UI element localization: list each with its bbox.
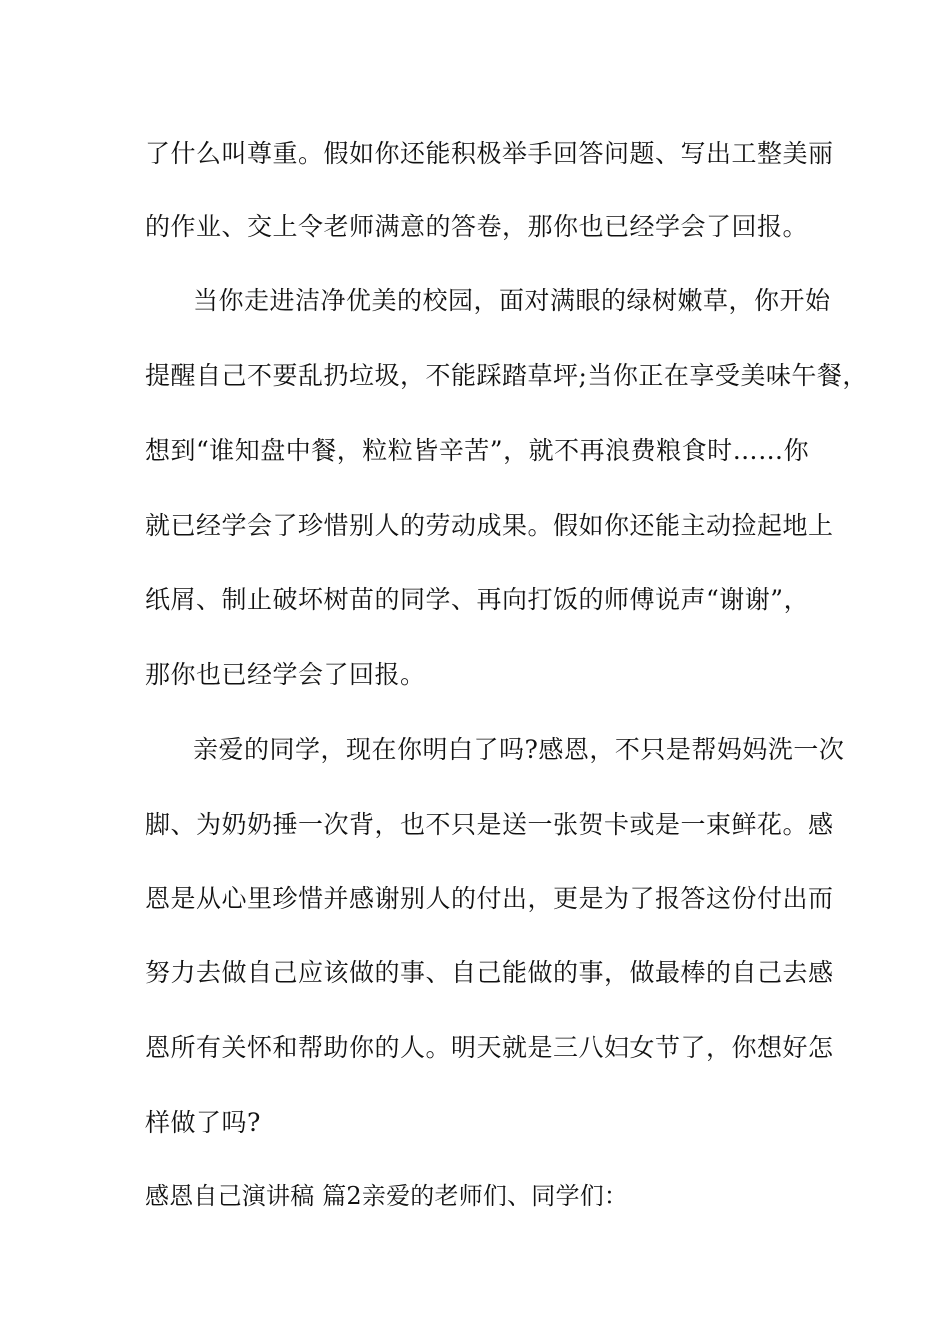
- paragraph-line: 恩所有关怀和帮助你的人。明天就是三八妇女节了，你想好怎: [145, 1033, 834, 1062]
- paragraph-line: 纸屑、制止破坏树苗的同学、再向打饭的师傅说声“谢谢”，: [145, 585, 810, 614]
- paragraph-line: 就已经学会了珍惜别人的劳动成果。假如你还能主动捡起地上: [145, 511, 834, 540]
- paragraph-line: 脚、为奶奶捶一次背，也不只是送一张贺卡或是一束鲜花。感: [145, 810, 834, 839]
- paragraph-line: 样做了吗?: [145, 1108, 261, 1137]
- paragraph-line: 提醒自己不要乱扔垃圾，不能踩踏草坪;当你正在享受美味午餐，: [145, 361, 868, 390]
- section-heading: 感恩自己演讲稿 篇2亲爱的老师们、同学们：: [145, 1182, 629, 1210]
- paragraph-line: 了什么叫尊重。假如你还能积极举手回答问题、写出工整美丽: [145, 139, 834, 168]
- paragraph-line: 那你也已经学会了回报。: [145, 660, 426, 689]
- paragraph-line: 努力去做自己应该做的事、自己能做的事，做最棒的自己去感: [145, 958, 834, 987]
- paragraph-line: 想到“谁知盘中餐，粒粒皆辛苦”，就不再浪费粮食时……你: [145, 436, 810, 465]
- paragraph-line: 恩是从心里珍惜并感谢别人的付出，更是为了报答这份付出而: [145, 884, 834, 913]
- paragraph-line: 当你走进洁净优美的校园，面对满眼的绿树嫩草，你开始: [193, 286, 831, 315]
- paragraph-line: 的作业、交上令老师满意的答卷，那你也已经学会了回报。: [145, 212, 809, 241]
- paragraph-line: 亲爱的同学，现在你明白了吗?感恩，不只是帮妈妈洗一次: [193, 735, 845, 764]
